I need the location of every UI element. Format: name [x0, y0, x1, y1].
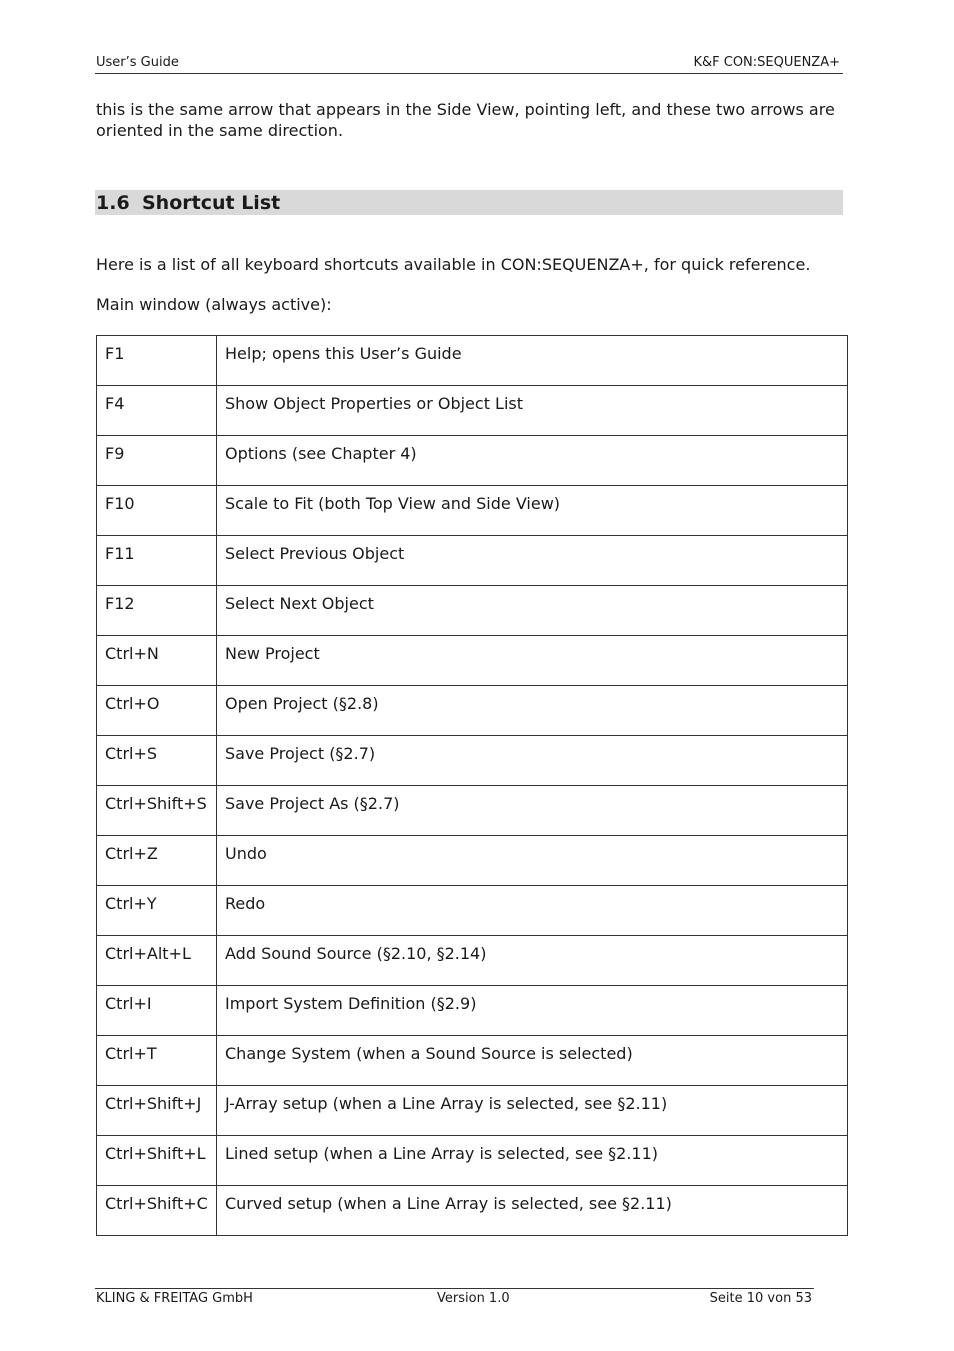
table-row	[97, 936, 848, 986]
table-row	[97, 336, 848, 386]
shortcut-key: F1	[97, 336, 217, 386]
shortcut-description: Undo	[217, 836, 848, 886]
shortcut-description: Select Previous Object	[217, 536, 848, 586]
shortcut-description: Save Project As (§2.7)	[217, 786, 848, 836]
shortcut-description: Redo	[217, 886, 848, 936]
shortcut-table-body	[97, 336, 848, 1236]
footer-company: KLING & FREITAG GmbH	[96, 1291, 253, 1306]
shortcut-description: Scale to Fit (both Top View and Side View)	[217, 486, 848, 536]
table-row	[97, 586, 848, 636]
footer-page-number: Seite 10 von 53	[709, 1291, 812, 1306]
table-row	[97, 736, 848, 786]
table-row	[97, 836, 848, 886]
table-row	[97, 486, 848, 536]
shortcut-key: F11	[97, 536, 217, 586]
section-title: Shortcut List	[142, 192, 281, 214]
table-row	[97, 986, 848, 1036]
shortcut-description: Import System Definition (§2.9)	[217, 986, 848, 1036]
shortcut-key: Ctrl+Shift+C	[97, 1186, 217, 1236]
table-row	[97, 1136, 848, 1186]
shortcut-key: Ctrl+Shift+S	[97, 786, 217, 836]
section-number: 1.6	[96, 192, 130, 214]
header-divider	[95, 73, 843, 74]
table-row	[97, 1186, 848, 1236]
main-window-label: Main window (always active):	[96, 295, 332, 314]
footer-divider	[95, 1288, 814, 1289]
table-row	[97, 686, 848, 736]
header-title-left: User’s Guide	[96, 55, 179, 70]
shortcut-key: Ctrl+S	[97, 736, 217, 786]
shortcut-description: Options (see Chapter 4)	[217, 436, 848, 486]
shortcut-description: Add Sound Source (§2.10, §2.14)	[217, 936, 848, 986]
shortcut-description: New Project	[217, 636, 848, 686]
table-row	[97, 786, 848, 836]
shortcut-table	[96, 335, 848, 1236]
shortcut-description: Open Project (§2.8)	[217, 686, 848, 736]
shortcut-description: Lined setup (when a Line Array is selected, see §2.11)	[217, 1136, 848, 1186]
shortcut-key: F12	[97, 586, 217, 636]
shortcut-key: Ctrl+Alt+L	[97, 936, 217, 986]
shortcut-description: Show Object Properties or Object List	[217, 386, 848, 436]
shortcut-key: Ctrl+Shift+L	[97, 1136, 217, 1186]
shortcut-description: Curved setup (when a Line Array is selected, see §2.11)	[217, 1186, 848, 1236]
shortcut-key: F4	[97, 386, 217, 436]
table-row	[97, 636, 848, 686]
shortcut-description: Save Project (§2.7)	[217, 736, 848, 786]
table-row	[97, 536, 848, 586]
shortcut-key: Ctrl+N	[97, 636, 217, 686]
shortcut-key: Ctrl+Y	[97, 886, 217, 936]
shortcut-key: F10	[97, 486, 217, 536]
shortcut-description: Help; opens this User’s Guide	[217, 336, 848, 386]
header-title-right: K&F CON:SEQUENZA+	[693, 55, 840, 70]
shortcut-intro-paragraph: Here is a list of all keyboard shortcuts available in CON:SEQUENZA+, for quick reference.	[96, 255, 811, 274]
shortcut-key: Ctrl+Shift+J	[97, 1086, 217, 1136]
shortcut-key: Ctrl+I	[97, 986, 217, 1036]
shortcut-description: Change System (when a Sound Source is selected)	[217, 1036, 848, 1086]
shortcut-key: Ctrl+O	[97, 686, 217, 736]
table-row	[97, 1086, 848, 1136]
table-row	[97, 886, 848, 936]
intro-paragraph: this is the same arrow that appears in the Side View, pointing left, and these two arrows are oriented in the same direction.	[96, 100, 835, 140]
table-row	[97, 1036, 848, 1086]
shortcut-key: F9	[97, 436, 217, 486]
table-row	[97, 436, 848, 486]
shortcut-key: Ctrl+Z	[97, 836, 217, 886]
shortcut-description: J-Array setup (when a Line Array is selected, see §2.11)	[217, 1086, 848, 1136]
shortcut-description: Select Next Object	[217, 586, 848, 636]
table-row	[97, 386, 848, 436]
footer-version: Version 1.0	[437, 1291, 510, 1306]
shortcut-key: Ctrl+T	[97, 1036, 217, 1086]
